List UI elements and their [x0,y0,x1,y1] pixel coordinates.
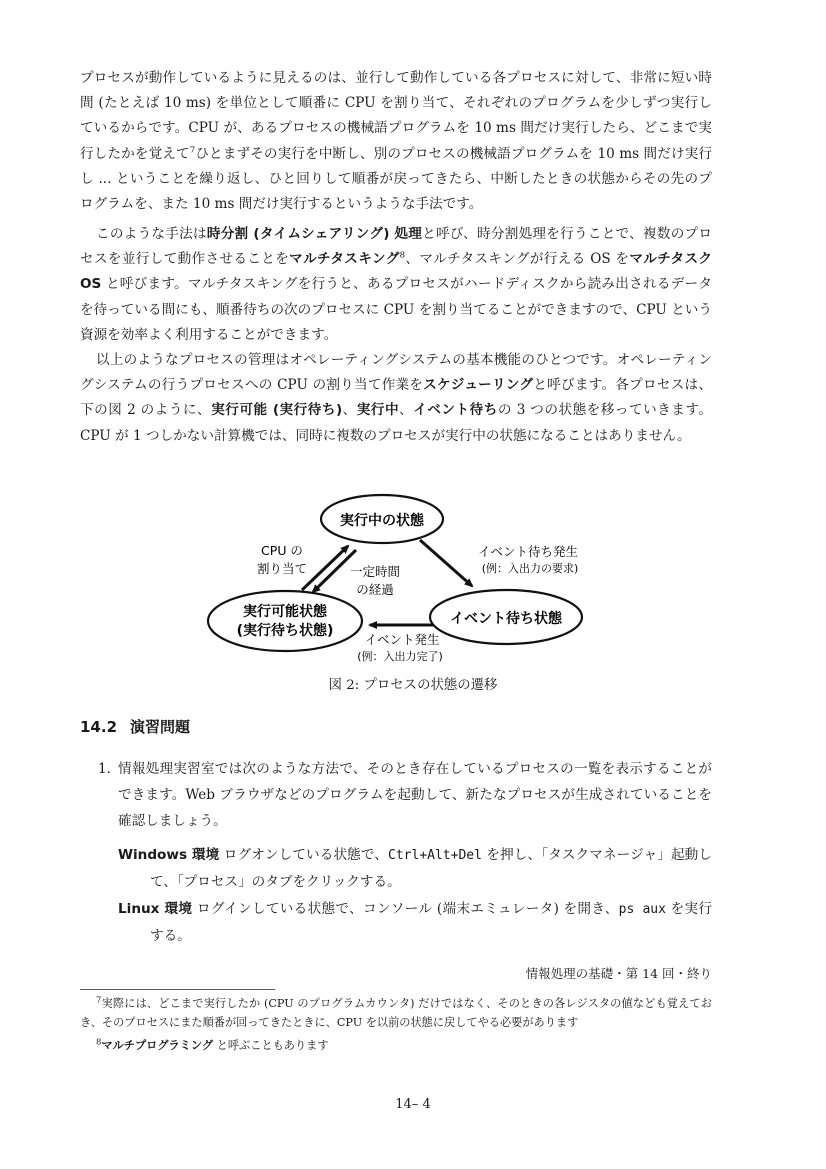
ready-state-sublabel: (実行待ち状態) [236,623,334,639]
exercise-text: 情報処理実習室では次のような方法で、そのとき存在しているプロセスの一覧を表示することができます。Web ブラウザなどのプログラムを起動して、新たなプロセスが生成されていることを確認しましょう。 [118,761,712,829]
windows-key-combo: Ctrl+Alt+Del [388,848,482,863]
term-ready: 実行可能 (実行待ち) [211,402,343,419]
term-multitask-os: マルチタスク OS [80,251,712,293]
cpu-assign-label-2: 割り当て [256,561,308,576]
footnote-7: $^7$実際には、どこまで実行したか (CPU のプログラムカウンタ) だけではなく、そのときの各レジスタの値なども覚えておき、そのプロセスにまた順番が回ってきたときに、CPU を以前の状態に戻してやる必要があります [80,995,712,1029]
event-wait-arrow [420,540,472,586]
waiting-state-label: イベント待ち状態 [450,611,562,627]
ready-state-node [208,591,362,651]
event-wait-label: イベント待ち発生 [477,544,579,559]
event-occur-example: (例：入出力完了) [357,650,443,663]
linux-label: Linux 環境 [118,901,193,917]
chapter-end-note: 情報処理の基礎・第 14 回・終り [525,966,712,981]
paragraph-3: 以上のようなプロセスの管理はオペレーティングシステムの基本機能のひとつです。オペレーティングシステムの行うプロセスへの CPU の割り当て作業をスケジューリングと呼びます。各プロセスは、下の図 2 のように、実行可能 (実行待ち)、実行中、イベント待ちの 3 つの状態を移っていきます。CPU が 1 つしかない計算機では、同時に複数のプロセスが実行中の状態になることはありません。 [80,352,713,444]
running-state-label: 実行中の状態 [340,513,424,529]
page-number: 14– 4 [395,1097,431,1112]
footnote-8-mark: 8 [96,1037,102,1048]
footnote-8: $^8$マルチプログラミング と呼ぶこともあります [96,1037,329,1052]
linux-command: ps aux [618,902,666,917]
figure-caption: 図 2: プロセスの状態の遷移 [328,678,498,693]
term-scheduling: スケジューリング [423,377,534,394]
term-time-sharing: 時分割 (タイムシェアリング) 処理 [206,226,423,242]
section-number: 14.2 [80,718,118,736]
section-title: 演習問題 [130,718,191,736]
term-running: 実行中 [356,402,400,419]
term-multitasking: マルチタスキング [289,251,400,268]
windows-instructions: Windows 環境 ログオンしている状態で、Ctrl+Alt+Del を押し、「タスクマネージャ」起動して、「プロセス」のタブをクリックする。 [118,847,712,890]
ready-state-label: 実行可能状態 [243,604,327,620]
event-wait-example: (例：入出力の要求) [481,562,579,575]
linux-instructions: Linux 環境 ログインしている状態で、コンソール (端末エミュレータ) を開き、ps aux を実行する。 [118,901,712,944]
exercise-number: 1. [98,761,111,777]
timeout-label: 一定時間 [349,564,401,579]
footnote-8-term: マルチプログラミング [101,1039,214,1052]
footnote-ref-7[interactable]: 7 [189,145,196,156]
footnote-ref-8[interactable]: 8 [399,250,406,261]
footnote-rule [80,989,275,990]
exercise-item-1 [98,756,712,834]
footnote-7-mark: 7 [96,995,102,1006]
paragraph-2: このような手法は時分割 (タイムシェアリング) 処理と呼び、時分割処理を行うことで、複数のプロセスを並行して動作させることをマルチタスキング$^8$、マルチタスキングが行える OS をマルチタスク OS と呼びます。マルチタスキングを行うと、あるプロセスがハードディスクから読み出されるデータを待っている間にも、順番待ちの次のプロセスに CPU を割り当てることができますので、CPU という資源を効率よく利用することができます。 [80,226,712,343]
windows-label: Windows 環境 [118,847,220,863]
timeout-label-2: の経過 [356,582,394,597]
paragraph-1: プロセスが動作しているように見えるのは、並行して動作している各プロセスに対して、非常に短い時間 (たとえば 10 ms) を単位として順番に CPU を割り当て、それぞれのプログラムを少しずつ実行しているからです。CPU が、あるプロセスの機械語プログラムを 10 ms 間だけ実行したら、どこまで実行したかを覚えて$^7$ひとまずその実行を中断し、別のプロセスの機械語プログラムを 10 ms 間だけ実行し ... ということを繰り返し、ひと回りして順番が戻ってきたら、中断したときの状態からその先のプログラムを、また 10 ms 間だけ実行するというような手法です。 [80,70,713,213]
cpu-assign-label: CPU の [261,543,303,558]
event-occur-label: イベント発生 [364,632,440,647]
section-heading [80,716,190,737]
cpu-assign-arrow [302,546,348,590]
term-event-wait: イベント待ち [413,402,498,419]
